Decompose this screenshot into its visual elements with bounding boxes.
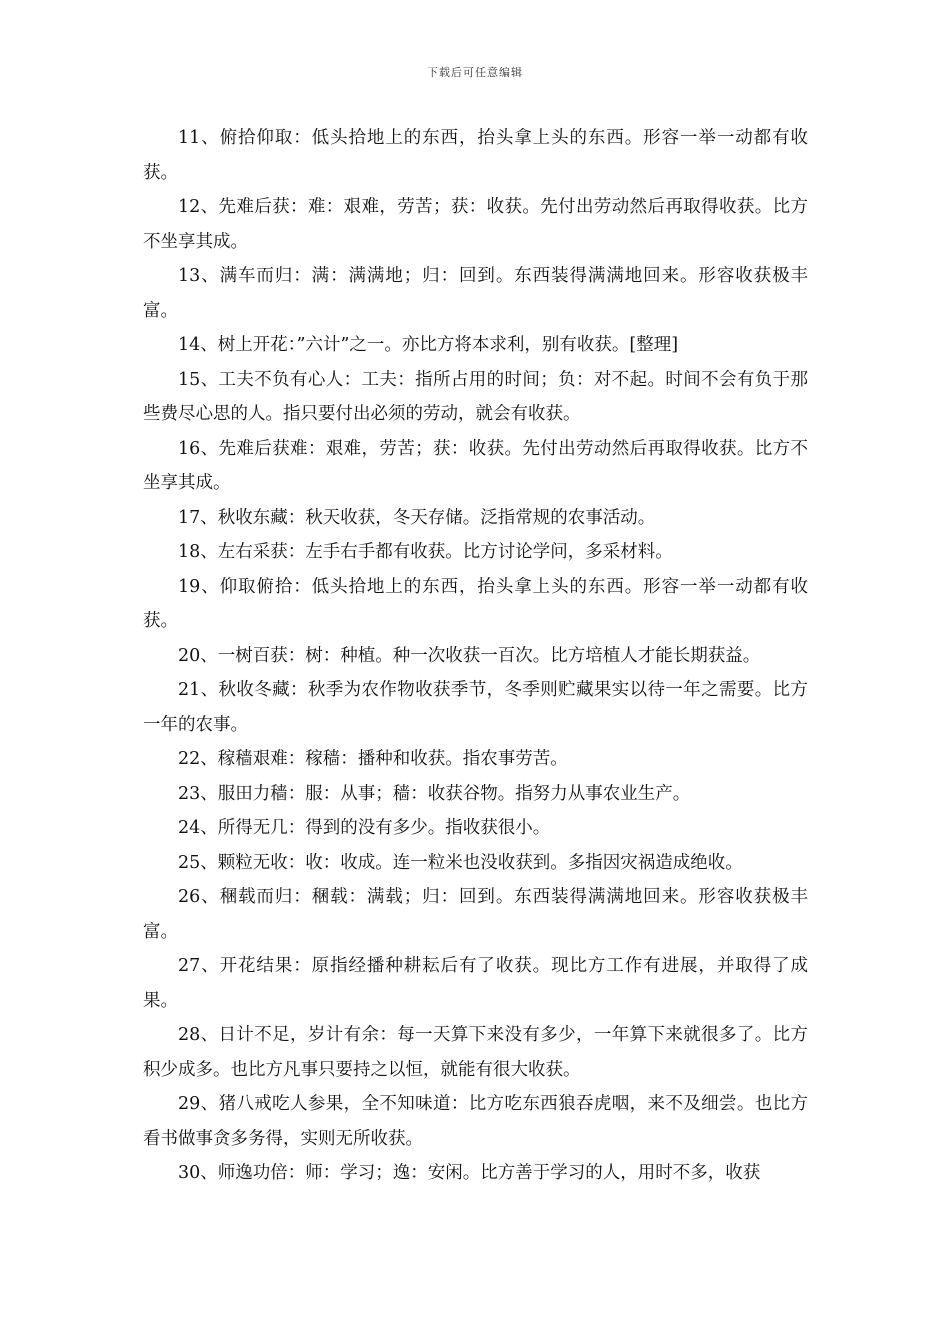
entry-paragraph: 11、俯拾仰取：低头拾地上的东西，抬头拿上头的东西。形容一举一动都有收获。: [143, 128, 808, 183]
entry-paragraph: 14、树上开花：”六计”之一。亦比方将本求利，别有收获。[整理]: [178, 335, 679, 355]
entry-paragraph: 26、稛载而归：稛载：满载；归：回到。东西装得满满地回来。形容收获极丰富。: [143, 887, 808, 942]
entry-paragraph: 23、服田力穑：服：从事；穑：收获谷物。指努力从事农业生产。: [178, 783, 691, 804]
entry-paragraph: 30、师逸功倍：师：学习；逸：安闲。比方善于学习的人，用时不多，收获: [178, 1163, 761, 1183]
entry-paragraph: 28、日计不足，岁计有余：每一天算下来没有多少，一年算下来就很多了。比方积少成多。也比方凡事只要持之以恒，就能有很大收获。: [143, 1025, 808, 1080]
entry-paragraph: 27、开花结果：原指经播种耕耘后有了收获。现比方工作有进展，并取得了成果。: [143, 956, 808, 1011]
document-body: [143, 121, 808, 1191]
entry-paragraph: 20、一树百获：树：种植。种一次收获一百次。比方培植人才能长期获益。: [178, 645, 761, 666]
entry-paragraph: 15、工夫不负有心人：工夫：指所占用的时间；负：对不起。时间不会有负于那些费尽心思的人。指只要付出必须的劳动，就会有收获。: [143, 369, 808, 424]
entry-paragraph: 25、颗粒无收：收：收成。连一粒米也没收获到。多指因灾祸造成绝收。: [178, 852, 743, 873]
entry-paragraph: 13、满车而归：满：满满地；归：回到。东西装得满满地回来。形容收获极丰富。: [143, 266, 808, 321]
entry-paragraph: 12、先难后获：难：艰难，劳苦；获：收获。先付出劳动然后再取得收获。比方不坐享其成。: [143, 197, 808, 252]
header-note: 下载后可任意编辑: [427, 66, 523, 79]
entry-paragraph: 29、猪八戒吃人参果，全不知味道：比方吃东西狼吞虎咽，来不及细尝。也比方看书做事贪多务得，实则无所收获。: [143, 1094, 808, 1149]
entry-paragraph: 21、秋收冬藏：秋季为农作物收获季节，冬季则贮藏果实以待一年之需要。比方一年的农事。: [143, 680, 808, 735]
entry-paragraph: 17、秋收东藏：秋天收获，冬天存储。泛指常规的农事活动。: [178, 507, 656, 528]
entry-paragraph: 22、稼穑艰难：稼穑：播种和收获。指农事劳苦。: [178, 749, 568, 769]
entry-paragraph: 16、先难后获难：艰难，劳苦；获：收获。先付出劳动然后再取得收获。比方不坐享其成。: [143, 438, 808, 493]
entry-paragraph: 19、仰取俯拾：低头拾地上的东西，抬头拿上头的东西。形容一举一动都有收获。: [143, 576, 808, 631]
entry-paragraph: 24、所得无几：得到的没有多少。指收获很小。: [178, 818, 551, 838]
entry-paragraph: 18、左右采获：左手右手都有收获。比方讨论学问，多采材料。: [178, 542, 673, 562]
